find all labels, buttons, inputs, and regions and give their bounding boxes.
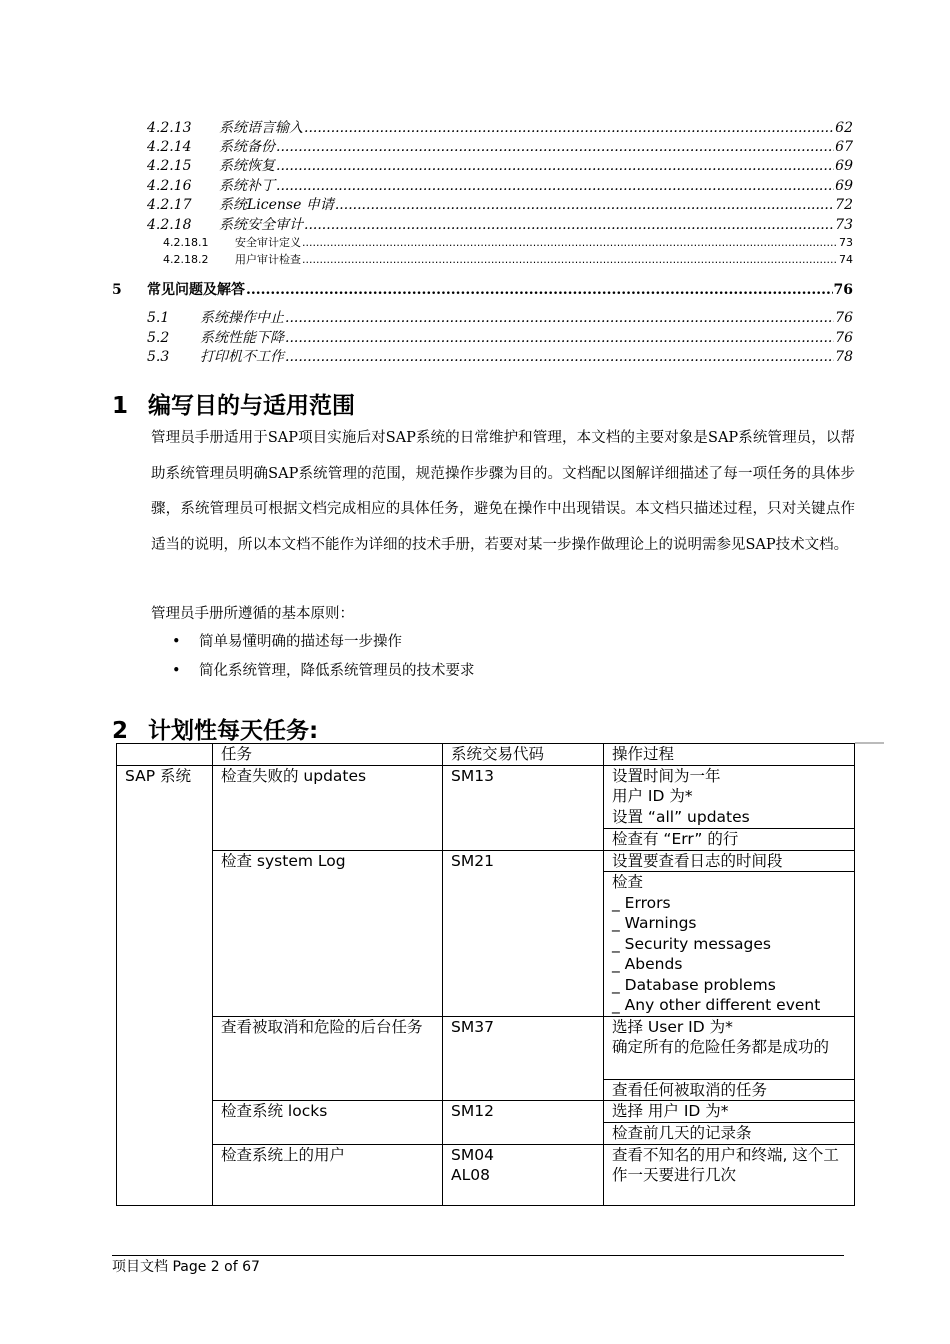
toc-leader [304, 120, 834, 136]
steps-cell [604, 1144, 855, 1205]
toc-leader [302, 253, 838, 266]
toc-page: 78 [835, 349, 853, 365]
toc-entry[interactable] [147, 136, 853, 156]
transaction-code: SM37 [451, 1017, 494, 1036]
steps-cell [604, 1079, 855, 1101]
toc-leader [276, 139, 834, 155]
toc-title: 系统补丁 [219, 178, 275, 194]
step-line: 选择 用户 ID 为* [612, 1102, 729, 1120]
table-top-rule [855, 742, 884, 744]
system-cell [117, 765, 213, 1205]
toc-page: 67 [835, 139, 853, 155]
table-row [117, 850, 855, 872]
header-cell: 任务 [213, 744, 443, 766]
toc-entry[interactable] [112, 279, 853, 299]
toc-number: 4.2.18 [147, 217, 192, 233]
toc-entry[interactable] [147, 214, 853, 234]
step-line: 用户 ID 为* [612, 787, 693, 805]
bullet-icon: • [172, 634, 181, 650]
task-cell [213, 1016, 443, 1101]
step-line: 设置要查看日志的时间段 [612, 851, 783, 870]
intro-paragraph: 管理员手册适用于SAP项目实施后对SAP系统的日常维护和管理，本文档的主要对象是SAP系统管理员，以帮助系统管理员明确SAP系统管理的范围，规范操作步骤为目的。文档配以图解详细描述了每一项任务的具体步骤，系统管理员可根据文档完成相应的具体任务，避免在操作中出现错误。本文档只描述过程，只对关键点作适当的说明，所以本文档不能作为详细的技术手册，若要对某一步操作做理论上的说明需参见SAP技术文档。 [151, 430, 855, 553]
step-line: _ Database problems [612, 975, 776, 994]
toc-page: 69 [835, 178, 853, 194]
page-footer: 项目文档 Page 2 of 67 [112, 1259, 260, 1275]
code-cell [443, 1144, 604, 1205]
task-name: 检查 system Log [221, 851, 346, 870]
code-cell [443, 765, 604, 850]
step-line: 确定所有的危险任务都是成功的 [612, 1038, 830, 1056]
steps-cell [604, 850, 855, 872]
toc-entry[interactable] [147, 346, 853, 366]
code-cell [443, 850, 604, 1016]
toc-number: 5 [112, 282, 122, 298]
toc-title: 系统语言输入 [219, 120, 303, 136]
steps-cell [604, 828, 855, 850]
toc-leader [285, 330, 834, 346]
step-line: 检查 [612, 873, 644, 891]
section-title: 编写目的与适用范围 [148, 393, 355, 419]
step-line: 检查前几天的记录条 [612, 1123, 752, 1142]
toc-entry[interactable] [147, 327, 853, 347]
code-cell [443, 1016, 604, 1101]
table-row [117, 1101, 855, 1123]
section-heading [112, 387, 355, 420]
toc-entry[interactable] [147, 155, 853, 175]
step-line: _ Security messages [612, 934, 771, 953]
step-line: _ Abends [612, 955, 683, 973]
toc-entry[interactable] [147, 307, 853, 327]
step-line: _ Any other different event [612, 996, 821, 1014]
toc-number: 4.2.18.2 [163, 253, 209, 266]
toc-page: 73 [839, 236, 853, 249]
transaction-code: SM04 [451, 1145, 494, 1164]
toc-leader [276, 178, 834, 194]
step-line: _ Warnings [612, 914, 697, 932]
task-cell [213, 765, 443, 850]
toc-leader [285, 349, 834, 365]
steps-cell [604, 872, 855, 1017]
transaction-code: SM21 [451, 851, 494, 870]
header-cell [117, 744, 213, 766]
section-number: 1 [112, 393, 129, 419]
step-line: 设置时间为一年 [612, 766, 721, 785]
toc-leader [276, 158, 834, 174]
header-cell: 操作过程 [604, 744, 855, 766]
toc-title: 打印机不工作 [200, 349, 284, 365]
task-cell [213, 1144, 443, 1205]
task-name: 检查失败的 updates [221, 766, 367, 785]
task-name: 检查系统上的用户 [221, 1145, 346, 1164]
toc-title: 系统备份 [219, 139, 275, 155]
toc-number: 5.2 [147, 330, 170, 346]
toc-page: 76 [835, 330, 853, 346]
toc-page: 76 [833, 282, 853, 298]
toc-title: 用户审计检查 [235, 253, 301, 266]
section-title: 计划性每天任务: [148, 718, 319, 744]
toc-leader [304, 217, 834, 233]
toc-number: 4.2.17 [147, 197, 192, 213]
toc-entry[interactable] [147, 175, 853, 195]
toc-leader [302, 236, 838, 249]
bullet-item [172, 659, 475, 680]
step-line: _ Errors [612, 893, 671, 912]
toc-page: 62 [835, 120, 853, 136]
task-name: 查看被取消和危险的后台任务 [221, 1017, 423, 1036]
toc-title: 系统恢复 [219, 158, 275, 174]
step-line: 查看任何被取消的任务 [612, 1080, 768, 1099]
toc-title: 安全审计定义 [235, 236, 301, 249]
table-row [117, 765, 855, 828]
system-label: SAP 系统 [125, 766, 192, 785]
toc-number: 5.3 [147, 349, 170, 365]
toc-number: 4.2.15 [147, 158, 192, 174]
principles-intro: 管理员手册所遵循的基本原则： [151, 606, 354, 622]
toc-title: 系统性能下降 [200, 330, 284, 346]
toc-title: 常见问题及解答 [147, 282, 245, 298]
step-line: 选择 User ID 为* [612, 1017, 733, 1036]
header-cell: 系统交易代码 [443, 744, 604, 766]
toc-page: 69 [835, 158, 853, 174]
bullet-item [172, 630, 402, 651]
table-row [117, 1144, 855, 1205]
step-line: 设置 “all” updates [612, 807, 750, 826]
toc-page: 74 [839, 253, 853, 266]
daily-tasks-table [116, 743, 855, 1206]
task-name: 检查系统 locks [221, 1102, 328, 1120]
bullet-text: 简化系统管理，降低系统管理员的技术要求 [199, 663, 475, 679]
toc-number: 5.1 [147, 310, 170, 326]
toc-leader [246, 282, 833, 298]
transaction-code: AL08 [451, 1166, 490, 1184]
toc-number: 4.2.13 [147, 120, 192, 136]
toc-number: 4.2.14 [147, 139, 192, 155]
toc-leader [285, 310, 834, 326]
steps-cell [604, 1122, 855, 1144]
toc-leader [335, 197, 834, 213]
section-heading [112, 712, 318, 745]
transaction-code: SM13 [451, 766, 494, 785]
task-cell [213, 850, 443, 1016]
steps-cell [604, 1016, 855, 1079]
bullet-text: 简单易懂明确的描述每一步操作 [199, 634, 402, 650]
toc-page: 73 [835, 217, 853, 233]
step-line: 检查有 “Err” 的行 [612, 829, 739, 848]
table-header-row [117, 744, 855, 766]
table-row [117, 1016, 855, 1079]
task-cell [213, 1101, 443, 1145]
code-cell [443, 1101, 604, 1145]
toc-title: 系统License 申请 [219, 197, 334, 213]
toc-page: 76 [835, 310, 853, 326]
section-number: 2 [112, 718, 129, 744]
steps-cell [604, 765, 855, 828]
toc-number: 4.2.18.1 [163, 236, 209, 249]
toc-title: 系统操作中止 [200, 310, 284, 326]
step-line: 查看不知名的用户和终端, 这个工作一天要进行几次 [612, 1145, 839, 1184]
toc-entry[interactable] [163, 251, 853, 267]
toc-page: 72 [835, 197, 853, 213]
transaction-code: SM12 [451, 1102, 494, 1120]
toc-entry[interactable] [147, 194, 853, 214]
steps-cell [604, 1101, 855, 1123]
toc-title: 系统安全审计 [219, 217, 303, 233]
toc-entry[interactable] [163, 234, 853, 250]
toc-entry[interactable] [147, 117, 853, 137]
bullet-icon: • [172, 663, 181, 679]
toc-number: 4.2.16 [147, 178, 192, 194]
